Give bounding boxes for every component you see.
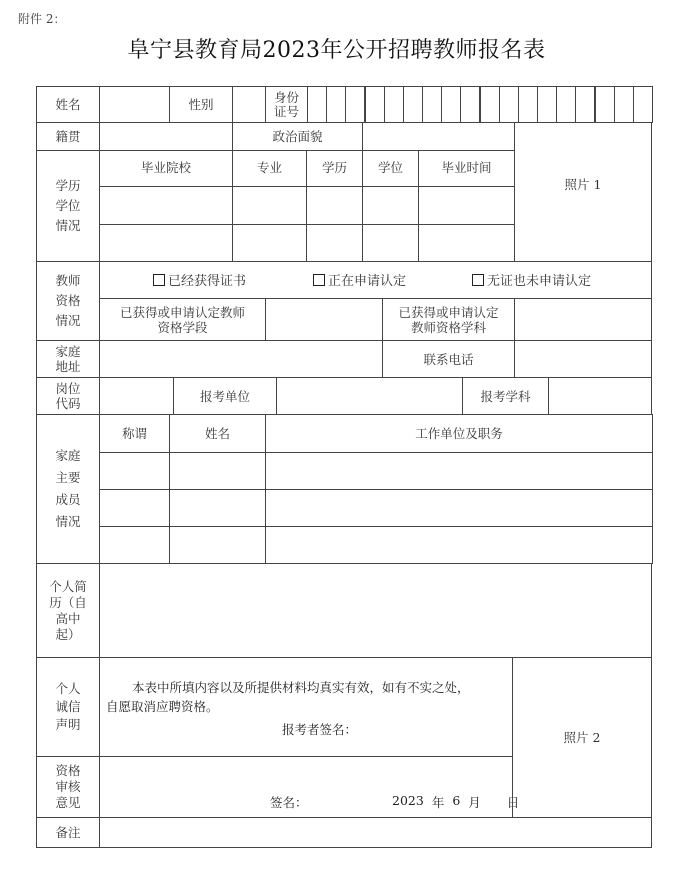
education-column-header: 专业 bbox=[232, 150, 307, 187]
declaration-section-label bbox=[36, 657, 100, 757]
photo-2-box[interactable] bbox=[512, 657, 652, 818]
id-digit-box[interactable] bbox=[480, 86, 500, 123]
id-digit-box[interactable] bbox=[460, 86, 480, 123]
review-section-label bbox=[36, 756, 100, 818]
education-cell[interactable] bbox=[232, 186, 307, 225]
education-cell[interactable] bbox=[99, 224, 233, 262]
education-column-header: 毕业院校 bbox=[99, 150, 233, 187]
id-digit-box[interactable] bbox=[307, 86, 327, 123]
education-column-header: 学位 bbox=[362, 150, 419, 187]
resume-section-label-text: 个人简历（自高中起） bbox=[49, 578, 87, 642]
qualification-stage-field[interactable] bbox=[265, 298, 383, 341]
apply-subject-label: 报考学科 bbox=[462, 377, 549, 415]
id-digit-box[interactable] bbox=[422, 86, 442, 123]
family-cell[interactable] bbox=[99, 452, 170, 490]
apply-subject-field[interactable] bbox=[548, 377, 652, 415]
review-day-unit: 日 bbox=[506, 795, 520, 810]
gender-field[interactable] bbox=[232, 86, 266, 123]
native-place-field[interactable] bbox=[99, 122, 233, 151]
apply-unit-field[interactable] bbox=[276, 377, 463, 415]
id-digit-box[interactable] bbox=[518, 86, 538, 123]
id-digit-box[interactable] bbox=[345, 86, 365, 123]
education-cell[interactable] bbox=[306, 224, 363, 262]
photo-1-label: 照片 1 bbox=[564, 177, 602, 192]
family-column-header: 姓名 bbox=[169, 414, 266, 453]
education-column-header: 学历 bbox=[306, 150, 363, 187]
post-code-field[interactable] bbox=[99, 377, 174, 415]
id-digit-box[interactable] bbox=[499, 86, 519, 123]
family-column-header: 工作单位及职务 bbox=[265, 414, 653, 453]
phone-label: 联系电话 bbox=[382, 340, 515, 378]
family-cell[interactable] bbox=[169, 489, 266, 527]
option-none[interactable] bbox=[472, 270, 591, 289]
political-status-label: 政治面貌 bbox=[232, 122, 363, 151]
declaration-section-label-text: 个人诚信声明 bbox=[55, 681, 81, 732]
photo-2-label: 照片 2 bbox=[563, 730, 601, 745]
id-digit-box[interactable] bbox=[556, 86, 576, 123]
family-cell[interactable] bbox=[265, 489, 653, 527]
review-year-unit: 年 bbox=[431, 795, 445, 810]
education-column-header: 毕业时间 bbox=[418, 150, 515, 187]
family-column-header: 称谓 bbox=[99, 414, 170, 453]
address-label-text: 家庭地址 bbox=[55, 344, 81, 374]
id-digit-box[interactable] bbox=[595, 86, 615, 123]
checkbox-icon[interactable] bbox=[472, 274, 484, 286]
review-year: 2023 bbox=[392, 793, 424, 808]
id-digit-box[interactable] bbox=[384, 86, 404, 123]
option-obtained-label: 已经获得证书 bbox=[168, 274, 247, 289]
review-section-label-text: 资格审核意见 bbox=[55, 763, 81, 810]
education-section-label-text: 学历学位情况 bbox=[55, 178, 81, 233]
qualification-section-label-text: 教师资格情况 bbox=[55, 273, 81, 328]
remarks-field[interactable] bbox=[99, 817, 652, 848]
review-month-unit: 月 bbox=[468, 795, 481, 810]
address-field[interactable] bbox=[99, 340, 383, 378]
id-digit-box[interactable] bbox=[537, 86, 557, 123]
option-none-label: 无证也未申请认定 bbox=[487, 274, 592, 289]
qualification-stage-label: 已获得或申请认定教师资格学段 bbox=[99, 298, 266, 341]
id-number-label bbox=[265, 86, 308, 123]
education-cell[interactable] bbox=[362, 224, 419, 262]
political-status-field[interactable] bbox=[362, 122, 515, 151]
post-code-label-text: 岗位代码 bbox=[55, 381, 81, 411]
declaration-line-1: 本表中所填内容以及所提供材料均真实有效，如有不实之处， bbox=[132, 680, 470, 695]
address-label bbox=[36, 340, 100, 378]
remarks-label: 备注 bbox=[36, 817, 100, 848]
id-digit-box[interactable] bbox=[441, 86, 461, 123]
phone-field[interactable] bbox=[514, 340, 652, 378]
family-section-label-text: 家庭主要成员情况 bbox=[55, 448, 81, 529]
page-title: 阜宁县教育局2023年公开招聘教师报名表 bbox=[127, 38, 546, 63]
education-section-label bbox=[36, 150, 100, 262]
option-applying[interactable] bbox=[313, 270, 406, 289]
id-digit-box[interactable] bbox=[614, 86, 634, 123]
education-cell[interactable] bbox=[306, 186, 363, 225]
family-cell[interactable] bbox=[169, 452, 266, 490]
review-signature-label: 签名： bbox=[270, 795, 308, 810]
post-code-label bbox=[36, 377, 100, 415]
option-obtained[interactable] bbox=[153, 270, 246, 289]
checkbox-icon[interactable] bbox=[153, 274, 165, 286]
review-date bbox=[392, 793, 519, 811]
id-number-label-text: 身份证号 bbox=[273, 89, 299, 119]
review-month: 6 bbox=[452, 793, 461, 808]
qualification-subject-field[interactable] bbox=[514, 298, 652, 341]
applicant-signature-label: 报考者签名： bbox=[282, 722, 358, 737]
family-cell[interactable] bbox=[265, 526, 653, 564]
id-digit-box[interactable] bbox=[633, 86, 653, 123]
name-label: 姓名 bbox=[36, 86, 100, 123]
education-cell[interactable] bbox=[232, 224, 307, 262]
id-digit-box[interactable] bbox=[326, 86, 346, 123]
education-cell[interactable] bbox=[99, 186, 233, 225]
native-place-label: 籍贯 bbox=[36, 122, 100, 151]
photo-1-box[interactable] bbox=[514, 122, 652, 262]
resume-field[interactable] bbox=[99, 563, 652, 658]
education-cell[interactable] bbox=[418, 186, 515, 225]
declaration-text bbox=[106, 678, 506, 716]
name-field[interactable] bbox=[99, 86, 170, 123]
family-cell[interactable] bbox=[99, 489, 170, 527]
id-digit-box[interactable] bbox=[365, 86, 385, 123]
checkbox-icon[interactable] bbox=[313, 274, 325, 286]
id-digit-box[interactable] bbox=[403, 86, 423, 123]
option-applying-label: 正在申请认定 bbox=[328, 274, 407, 289]
qualification-section-label bbox=[36, 261, 100, 341]
education-cell[interactable] bbox=[362, 186, 419, 225]
declaration-line-2: 自愿取消应聘资格。 bbox=[106, 699, 219, 714]
family-section-label bbox=[36, 414, 100, 564]
family-cell[interactable] bbox=[169, 526, 266, 564]
qualification-subject-label: 已获得或申请认定教师资格学科 bbox=[382, 298, 515, 341]
family-cell[interactable] bbox=[99, 526, 170, 564]
attachment-label: 附件 2： bbox=[18, 12, 66, 26]
family-cell[interactable] bbox=[265, 452, 653, 490]
resume-section-label bbox=[36, 563, 100, 658]
gender-label: 性别 bbox=[169, 86, 233, 123]
id-digit-box[interactable] bbox=[575, 86, 595, 123]
apply-unit-label: 报考单位 bbox=[173, 377, 277, 415]
education-cell[interactable] bbox=[418, 224, 515, 262]
